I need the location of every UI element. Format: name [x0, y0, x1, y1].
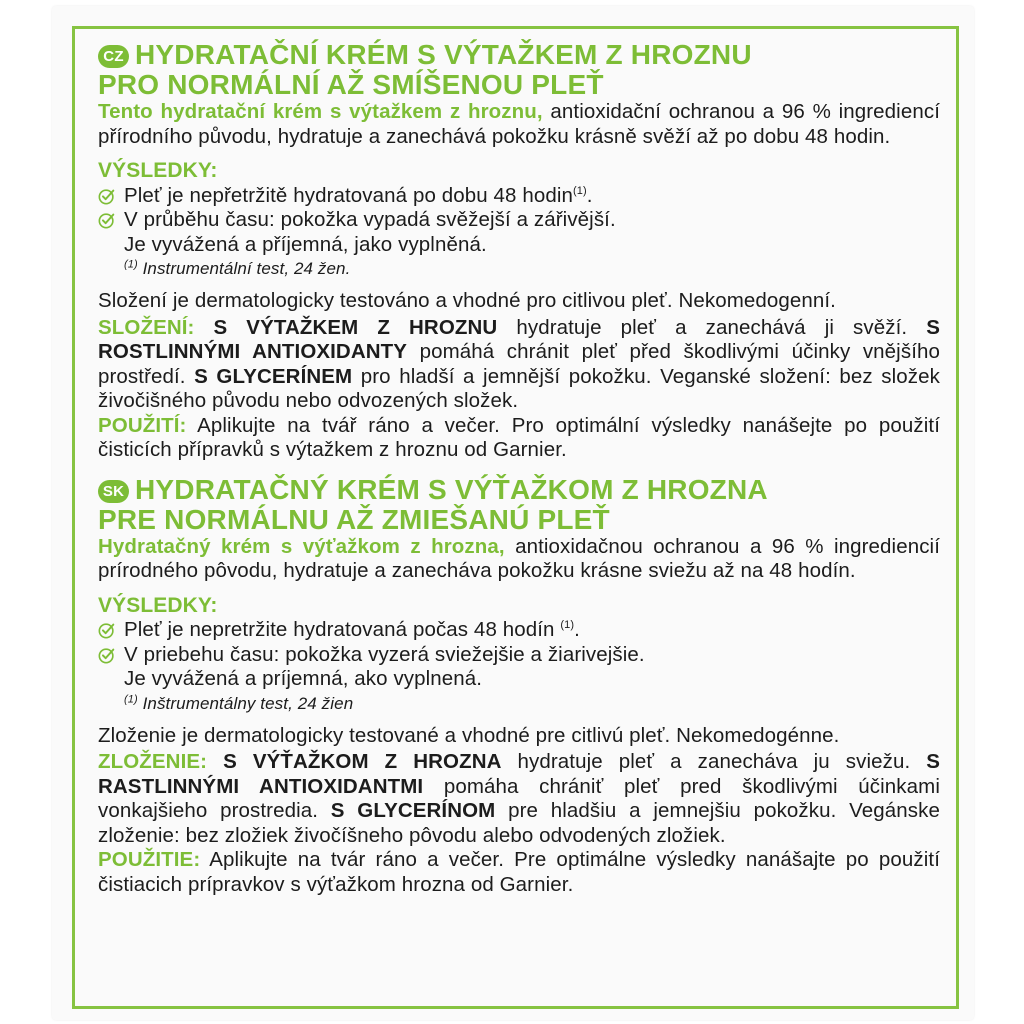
check-circle-icon	[98, 211, 116, 229]
sk-result-item-2	[98, 643, 940, 668]
sk-usage-heading: POUŽITIE:	[98, 848, 201, 871]
cz-intro-highlight: Tento hydratační krém s výtažkem z hroznu,	[98, 100, 543, 123]
sk-result-text-1: Pleť je nepretržite hydratovaná počas 48 hodín	[124, 618, 561, 641]
cz-title-line2: PRO NORMÁLNÍ AŽ SMÍŠENOU PLEŤ	[98, 69, 604, 100]
cz-intro-text: antioxidační ochranou a 96 % ingrediencí přírodního původu, hydratuje a zanechává pokožku krásně svěží až po dobu 48 hodin.	[98, 100, 940, 148]
cz-footnote-text: Instrumentální test, 24 žen.	[137, 259, 351, 278]
cz-intro	[98, 100, 940, 149]
cz-usage	[98, 414, 940, 463]
cz-tested: Složení je dermatologicky testováno a vhodné pro citlivou pleť. Nekomedogenní.	[98, 289, 836, 312]
sk-result-item-1	[98, 618, 940, 643]
cz-result-text-1: Pleť je nepřetržitě hydratovaná po dobu 48 hodin	[124, 183, 573, 207]
cz-results-continued: Je vyvážená a příjemná, jako vyplněná.	[124, 232, 487, 256]
sk-comp-text-3: pre hladšiu a jemnejšiu pokožku. Vegánske zloženie: bez zložiek živočíšneho pôvodu alebo odvodených zložiek.	[98, 799, 941, 847]
sk-comp-text-2: pomáha chrániť pleť pred škodlivými účinkami vonkajšieho prostredia.	[98, 774, 940, 822]
sk-results-continued: Je vyvážená a príjemná, ako vyplnená.	[124, 667, 483, 690]
sk-composition	[98, 750, 940, 848]
sk-badge: SK	[98, 480, 129, 503]
sk-comp-bold-2: S RASTLINNÝMI ANTIOXIDANTMI	[98, 750, 941, 798]
cz-composition-heading: SLOŽENÍ:	[98, 315, 195, 339]
sk-result-text-2: V priebehu času: pokožka vyzerá sviežejšie a žiarivejšie.	[124, 642, 645, 666]
sk-title-line2: PRE NORMÁLNU AŽ ZMIEŠANÚ PLEŤ	[98, 503, 610, 535]
cz-result-item-2	[98, 208, 940, 233]
cz-badge: CZ	[98, 45, 129, 68]
cz-result-text-2: V průběhu času: pokožka vypadá svěžejší a zářivější.	[124, 208, 616, 231]
sk-comp-text-1: hydratuje pleť a zanecháva ju sviežu.	[501, 750, 927, 773]
sk-intro	[98, 535, 940, 584]
cz-footnote	[98, 257, 940, 281]
cz-comp-text-1: hydratuje pleť a zanechává ji svěží.	[497, 315, 927, 339]
sk-comp-bold-1: S VÝŤAŽKOM Z HROZNA	[223, 750, 502, 773]
cz-title	[98, 40, 940, 100]
cz-title-line1: HYDRATAČNÍ KRÉM S VÝTAŽKEM Z HROZNU	[135, 39, 752, 70]
cz-comp-bold-2: S ROSTLINNÝMI ANTIOXIDANTY	[98, 315, 940, 363]
footnote-marker: (1)	[560, 619, 575, 632]
label-content	[98, 40, 940, 897]
sk-footnote	[98, 692, 940, 716]
cz-result-end-1: .	[586, 183, 593, 207]
sk-section	[98, 475, 940, 898]
cz-result-item-1	[98, 184, 940, 209]
cz-composition	[98, 316, 940, 414]
footnote-marker: (1)	[124, 692, 138, 705]
sk-title	[98, 475, 940, 535]
sk-results-list	[98, 618, 940, 667]
sk-usage	[98, 848, 940, 897]
check-circle-icon	[98, 621, 116, 639]
sk-title-line1: HYDRATAČNÝ KRÉM S VÝŤAŽKOM Z HROZNA	[135, 473, 768, 505]
sk-usage-text: Aplikujte na tvár ráno a večer. Pre optimálne výsledky nanášajte po použití čistiacich prípravkov s výťažkom hrozna od Garnier.	[98, 848, 940, 896]
cz-comp-bold-3: S GLYCERÍNEM	[194, 364, 353, 388]
sk-intro-text: antioxidačnou ochranou a 96 % ingrediencií prírodného pôvodu, hydratuje a zanecháva pokožku krásne sviežu až na 48 hodín.	[98, 534, 940, 582]
cz-usage-text: Aplikujte na tvář ráno a večer. Pro optimální výsledky nanášejte po použití čisticích přípravků s výtažkem z hroznu od Garnier.	[98, 413, 940, 461]
cz-comp-text-2: pomáhá chránit pleť před škodlivými účinky vnějšího prostředí.	[98, 340, 940, 388]
cz-results-list	[98, 184, 940, 233]
sk-results-heading: VÝSLEDKY:	[98, 593, 218, 617]
check-circle-icon	[98, 646, 116, 664]
footnote-marker: (1)	[573, 184, 587, 197]
cz-comp-text-3: pro hladší a jemnější pokožku. Veganské složení: bez složek živočišného původu nebo odvozených složek.	[98, 364, 940, 412]
sk-tested: Zloženie je dermatologicky testované a vhodné pre citlivú pleť. Nekomedogénne.	[98, 723, 840, 747]
sk-comp-bold-3: S GLYCERÍNOM	[330, 799, 496, 822]
cz-comp-bold-1: S VÝTAŽKEM Z HROZNU	[213, 315, 498, 339]
sk-footnote-text: Inštrumentálny test, 24 žien	[137, 693, 354, 713]
sk-result-end-1: .	[574, 618, 580, 641]
cz-results-heading: VÝSLEDKY:	[98, 159, 218, 182]
footnote-marker: (1)	[124, 258, 138, 271]
cz-usage-heading: POUŽITÍ:	[98, 413, 187, 437]
sk-intro-highlight: Hydratačný krém s výťažkom z hrozna,	[98, 534, 505, 558]
check-circle-icon	[98, 187, 116, 205]
sk-composition-heading: ZLOŽENIE:	[98, 750, 208, 773]
cz-section	[98, 40, 940, 463]
